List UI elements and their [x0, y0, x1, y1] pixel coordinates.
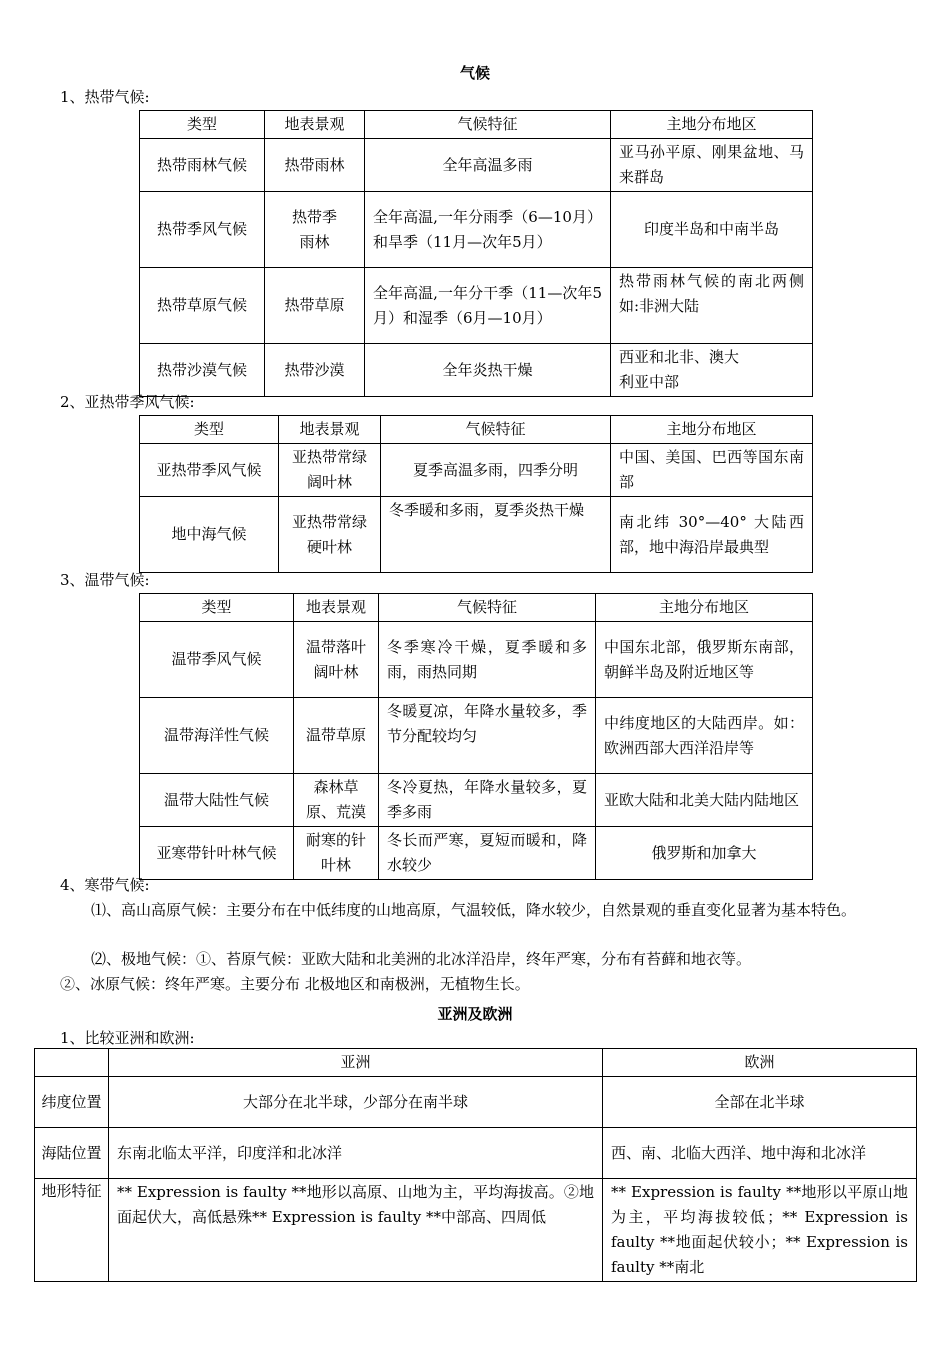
- cell-feature: 夏季高温多雨，四季分明: [381, 444, 611, 497]
- cell-type: 热带草原气候: [140, 268, 265, 344]
- cell-feature: 全年高温,一年分干季（11—次年5月）和湿季（6月—10月）: [365, 268, 611, 344]
- header-landscape: 地表景观: [279, 416, 381, 444]
- header-region: 主地分布地区: [611, 111, 813, 139]
- temperate-table: [139, 593, 813, 880]
- header-feature: 气候特征: [381, 416, 611, 444]
- temperate-heading: 3、温带气候:: [60, 571, 150, 589]
- table-header-row: [140, 594, 813, 622]
- cold-heading: 4、寒带气候:: [60, 876, 150, 894]
- cold-paragraph-2: ⑵、极地气候：①、苔原气候：亚欧大陆和北美洲的北冰洋沿岸，终年严寒，分布有苔藓和地衣等。: [91, 950, 752, 968]
- cell-region: 热带雨林气候的南北两侧 如:非洲大陆: [611, 268, 813, 344]
- header-type: 类型: [140, 594, 294, 622]
- table-row: [35, 1128, 917, 1179]
- cell-asia: 大部分在北半球，少部分在南半球: [109, 1077, 603, 1128]
- table-row: [35, 1179, 917, 1282]
- table-row: [140, 444, 813, 497]
- cell-type: 亚寒带针叶林气候: [140, 827, 294, 880]
- cell-landscape: 亚热带常绿硬叶林: [279, 497, 381, 573]
- table-header-row: [35, 1049, 917, 1077]
- cell-region: 亚欧大陆和北美大陆内陆地区: [596, 774, 813, 827]
- cell-europe: 全部在北半球: [603, 1077, 917, 1128]
- table-row: [140, 344, 813, 397]
- cell-feature: 冬冷夏热，年降水量较多，夏季多雨: [379, 774, 596, 827]
- cell-region: 中纬度地区的大陆西岸。如：欧洲西部大西洋沿岸等: [596, 698, 813, 774]
- row-label: 地形特征: [35, 1179, 109, 1282]
- cell-type: 温带大陆性气候: [140, 774, 294, 827]
- header-landscape: 地表景观: [294, 594, 379, 622]
- header-europe: 欧洲: [603, 1049, 917, 1077]
- cell-landscape: 热带雨林: [265, 139, 365, 192]
- tropical-table: [139, 110, 813, 397]
- cell-feature: 冬长而严寒，夏短而暖和，降水较少: [379, 827, 596, 880]
- cell-landscape: 热带季雨林: [265, 192, 365, 268]
- cell-landscape: 森林草原、荒漠: [294, 774, 379, 827]
- climate-title: 气候: [459, 64, 490, 82]
- row-label: 纬度位置: [35, 1077, 109, 1128]
- header-region: 主地分布地区: [611, 416, 813, 444]
- cold-paragraph-1: ⑴、高山高原气候：主要分布在中低纬度的山地高原，气温较低，降水较少，自然景观的垂直变化显著为基本特色。: [91, 901, 857, 919]
- cell-region: 印度半岛和中南半岛: [611, 192, 813, 268]
- cell-asia: 东南北临太平洋，印度洋和北冰洋: [109, 1128, 603, 1179]
- cell-asia: ** Expression is faulty **地形以高原、山地为主，平均海拔高。②地面起伏大，高低悬殊** Expression is faulty **中部高、四周低: [109, 1179, 603, 1282]
- header-type: 类型: [140, 111, 265, 139]
- cell-region: 亚马孙平原、刚果盆地、马来群岛: [611, 139, 813, 192]
- table-header-row: [140, 111, 813, 139]
- row-label: 海陆位置: [35, 1128, 109, 1179]
- table-header-row: [140, 416, 813, 444]
- table-row: [140, 268, 813, 344]
- header-blank: [35, 1049, 109, 1077]
- table-row: [140, 827, 813, 880]
- cell-region: 中国东北部，俄罗斯东南部，朝鲜半岛及附近地区等: [596, 622, 813, 698]
- cell-region: 俄罗斯和加拿大: [596, 827, 813, 880]
- table-row: [140, 774, 813, 827]
- asia-europe-title: 亚洲及欧洲: [437, 1005, 513, 1023]
- cell-landscape: 温带草原: [294, 698, 379, 774]
- header-feature: 气候特征: [365, 111, 611, 139]
- table-row: [140, 622, 813, 698]
- cell-region: 南北纬 30°—40° 大陆西部，地中海沿岸最典型: [611, 497, 813, 573]
- cell-feature: 冬季暖和多雨，夏季炎热干燥: [381, 497, 611, 573]
- comparison-heading: 1、比较亚洲和欧洲:: [60, 1029, 195, 1047]
- cell-type: 热带沙漠气候: [140, 344, 265, 397]
- header-region: 主地分布地区: [596, 594, 813, 622]
- cell-europe: ** Expression is faulty **地形以平原山地为主，平均海拔较低；** Expression is faulty **地面起伏较小；** Expression is faulty **南北: [603, 1179, 917, 1282]
- cell-feature: 全年炎热干燥: [365, 344, 611, 397]
- table-row: [35, 1077, 917, 1128]
- cell-feature: 全年高温,一年分雨季（6—10月）和旱季（11月—次年5月）: [365, 192, 611, 268]
- cell-feature: 冬暖夏凉，年降水量较多，季节分配较均匀: [379, 698, 596, 774]
- subtropical-table: [139, 415, 813, 573]
- cell-type: 地中海气候: [140, 497, 279, 573]
- header-asia: 亚洲: [109, 1049, 603, 1077]
- asia-europe-table: [34, 1048, 917, 1282]
- header-landscape: 地表景观: [265, 111, 365, 139]
- cell-type: 温带季风气候: [140, 622, 294, 698]
- cell-region: 中国、美国、巴西等国东南部: [611, 444, 813, 497]
- header-type: 类型: [140, 416, 279, 444]
- cell-landscape: 亚热带常绿阔叶林: [279, 444, 381, 497]
- cell-landscape: 热带草原: [265, 268, 365, 344]
- subtropical-heading: 2、亚热带季风气候:: [60, 393, 195, 411]
- cell-region: 西亚和北非、澳大利亚中部: [611, 344, 813, 397]
- cold-paragraph-3: ②、冰原气候：终年严寒。主要分布 北极地区和南极洲，无植物生长。: [60, 975, 530, 993]
- cell-landscape: 温带落叶阔叶林: [294, 622, 379, 698]
- cell-europe: 西、南、北临大西洋、地中海和北冰洋: [603, 1128, 917, 1179]
- cell-type: 亚热带季风气候: [140, 444, 279, 497]
- cell-landscape: 热带沙漠: [265, 344, 365, 397]
- cell-feature: 全年高温多雨: [365, 139, 611, 192]
- table-row: [140, 139, 813, 192]
- tropical-heading: 1、热带气候:: [60, 88, 150, 106]
- cell-landscape: 耐寒的针叶林: [294, 827, 379, 880]
- table-row: [140, 497, 813, 573]
- cell-feature: 冬季寒冷干燥，夏季暖和多雨，雨热同期: [379, 622, 596, 698]
- cell-type: 热带季风气候: [140, 192, 265, 268]
- header-feature: 气候特征: [379, 594, 596, 622]
- cell-type: 温带海洋性气候: [140, 698, 294, 774]
- cell-type: 热带雨林气候: [140, 139, 265, 192]
- table-row: [140, 698, 813, 774]
- table-row: [140, 192, 813, 268]
